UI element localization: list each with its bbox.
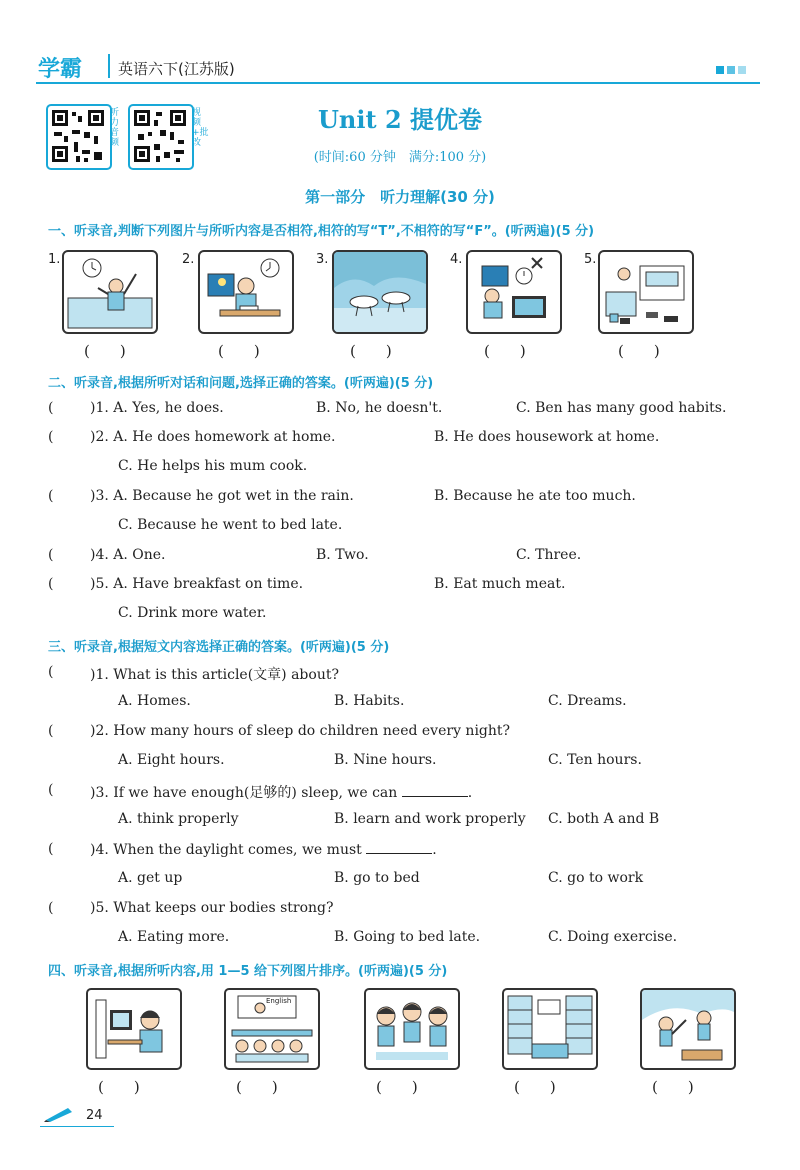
question-option-a: A. Eating more.	[118, 929, 230, 945]
question-option-a: A. get up	[118, 870, 183, 886]
answer-blank[interactable]: ( )	[484, 342, 526, 360]
question-option-a: A. think properly	[118, 811, 239, 827]
question-option-b: B. go to bed	[334, 870, 420, 886]
picture-boy-waking-up	[62, 250, 158, 334]
fill-blank[interactable]	[366, 841, 432, 854]
answer-blank[interactable]: ( )	[514, 1078, 556, 1096]
exam-time-score: (时间:60 分钟 满分:100 分)	[313, 150, 487, 165]
pic-number: 1.	[48, 252, 61, 267]
answer-paren[interactable]: (	[48, 488, 54, 504]
answer-paren[interactable]: (	[48, 841, 54, 857]
answer-blank[interactable]: ( )	[376, 1078, 418, 1096]
question-option-b: B. Nine hours.	[334, 752, 437, 768]
question-option-c: C. He helps his mum cook.	[118, 458, 308, 474]
header-decor-square	[716, 66, 724, 74]
question-text: )2. How many hours of sleep do children need every night?	[90, 723, 511, 739]
page-title: Unit 2 提优卷	[318, 105, 482, 134]
picture-person-at-computer	[86, 988, 182, 1070]
question-option-a: A. Homes.	[118, 693, 191, 709]
pic-number: 3.	[316, 252, 329, 267]
pic-number: 5.	[584, 252, 597, 267]
answer-paren[interactable]: (	[48, 429, 54, 445]
answer-paren[interactable]: (	[48, 547, 54, 563]
period: .	[432, 842, 437, 858]
section-1-title: 一、听录音,判断下列图片与所听内容是否相符,相符的写“T”,不相符的写“F”。(听两遍)(5 分)	[48, 224, 595, 239]
header-rule	[36, 82, 760, 84]
question-option-b: B. Two.	[316, 547, 369, 563]
pencil-icon	[44, 1106, 74, 1126]
qr-label-video: 视频+批改	[192, 108, 209, 148]
question-option-a: A. Eight hours.	[118, 752, 225, 768]
picture-messy-room	[598, 250, 694, 334]
pic-number: 2.	[182, 252, 195, 267]
section-2-title: 二、听录音,根据所听对话和问题,选择正确的答案。(听两遍)(5 分)	[48, 376, 434, 391]
answer-blank[interactable]: ( )	[652, 1078, 694, 1096]
qr-label-audio: 听力音频	[110, 108, 120, 148]
question-option-a: )5. A. Have breakfast on time.	[90, 576, 304, 592]
question-text	[90, 841, 437, 858]
answer-blank[interactable]: ( )	[98, 1078, 140, 1096]
question-option-c: C. Drink more water.	[118, 605, 267, 621]
answer-blank[interactable]: ( )	[236, 1078, 278, 1096]
answer-blank[interactable]: ( )	[350, 342, 392, 360]
section-4-title: 四、听录音,根据所听内容,用 1—5 给下列图片排序。(听两遍)(5 分)	[48, 964, 448, 979]
answer-paren[interactable]: (	[48, 782, 54, 798]
question-option-a: )3. A. Because he got wet in the rain.	[90, 488, 354, 504]
question-option-c: C. Doing exercise.	[548, 929, 678, 945]
question-option-c: C. Ten hours.	[548, 752, 642, 768]
question-option-c: C. Three.	[516, 547, 582, 563]
page-number: 24	[86, 1108, 103, 1123]
question-text	[90, 782, 472, 802]
question-option-b: B. Eat much meat.	[434, 576, 566, 592]
answer-paren[interactable]: (	[48, 576, 54, 592]
picture-rain-scene	[332, 250, 428, 334]
question-text: )1. What is this article(文章) about?	[90, 667, 339, 683]
question-option-b: B. No, he doesn't.	[316, 400, 443, 416]
fill-blank[interactable]	[402, 784, 468, 797]
header-decor-square	[727, 66, 735, 74]
answer-paren[interactable]: (	[48, 400, 54, 416]
period: .	[467, 785, 473, 801]
header-divider	[108, 54, 110, 78]
question-option-c: C. Ben has many good habits.	[516, 400, 727, 416]
question-option-a: )4. A. One.	[90, 547, 166, 563]
question-option-c: C. both A and B	[548, 811, 660, 827]
question-option-a: )1. A. Yes, he does.	[90, 400, 224, 416]
picture-boy-watching-tv	[466, 250, 562, 334]
book-title: 英语六下(江苏版)	[118, 60, 235, 78]
question-option-b: B. Because he ate too much.	[434, 488, 636, 504]
question-option-c: C. Because he went to bed late.	[118, 517, 343, 533]
picture-children-playing	[640, 988, 736, 1070]
question-text: )5. What keeps our bodies strong?	[90, 900, 334, 916]
question-option-b: B. learn and work properly	[334, 811, 526, 827]
blackboard-text: English	[266, 997, 292, 1005]
question-option-b: B. He does housework at home.	[434, 429, 660, 445]
brand-logo: 学霸	[38, 57, 83, 82]
pic-number: 4.	[450, 252, 463, 267]
answer-blank[interactable]: ( )	[84, 342, 126, 360]
section-3-title: 三、听录音,根据短文内容选择正确的答案。(听两遍)(5 分)	[48, 640, 390, 655]
footer-rule	[40, 1126, 114, 1127]
answer-paren[interactable]: (	[48, 723, 54, 739]
question-option-a: )2. A. He does homework at home.	[90, 429, 336, 445]
part-one-title: 第一部分 听力理解(30 分)	[305, 188, 495, 206]
question-option-c: C. Dreams.	[548, 693, 627, 709]
picture-boy-doing-homework	[198, 250, 294, 334]
question-stem: )3. If we have enough(足够的) sleep, we can	[90, 785, 398, 801]
answer-blank[interactable]: ( )	[218, 342, 260, 360]
question-option-c: C. go to work	[548, 870, 644, 886]
question-option-b: B. Habits.	[334, 693, 405, 709]
answer-blank[interactable]: ( )	[618, 342, 660, 360]
header-decor-square	[738, 66, 746, 74]
picture-library	[502, 988, 598, 1070]
question-option-b: B. Going to bed late.	[334, 929, 481, 945]
answer-paren[interactable]: (	[48, 900, 54, 916]
answer-paren[interactable]: (	[48, 664, 54, 680]
question-stem: )4. When the daylight comes, we must	[90, 842, 362, 858]
picture-three-children	[364, 988, 460, 1070]
